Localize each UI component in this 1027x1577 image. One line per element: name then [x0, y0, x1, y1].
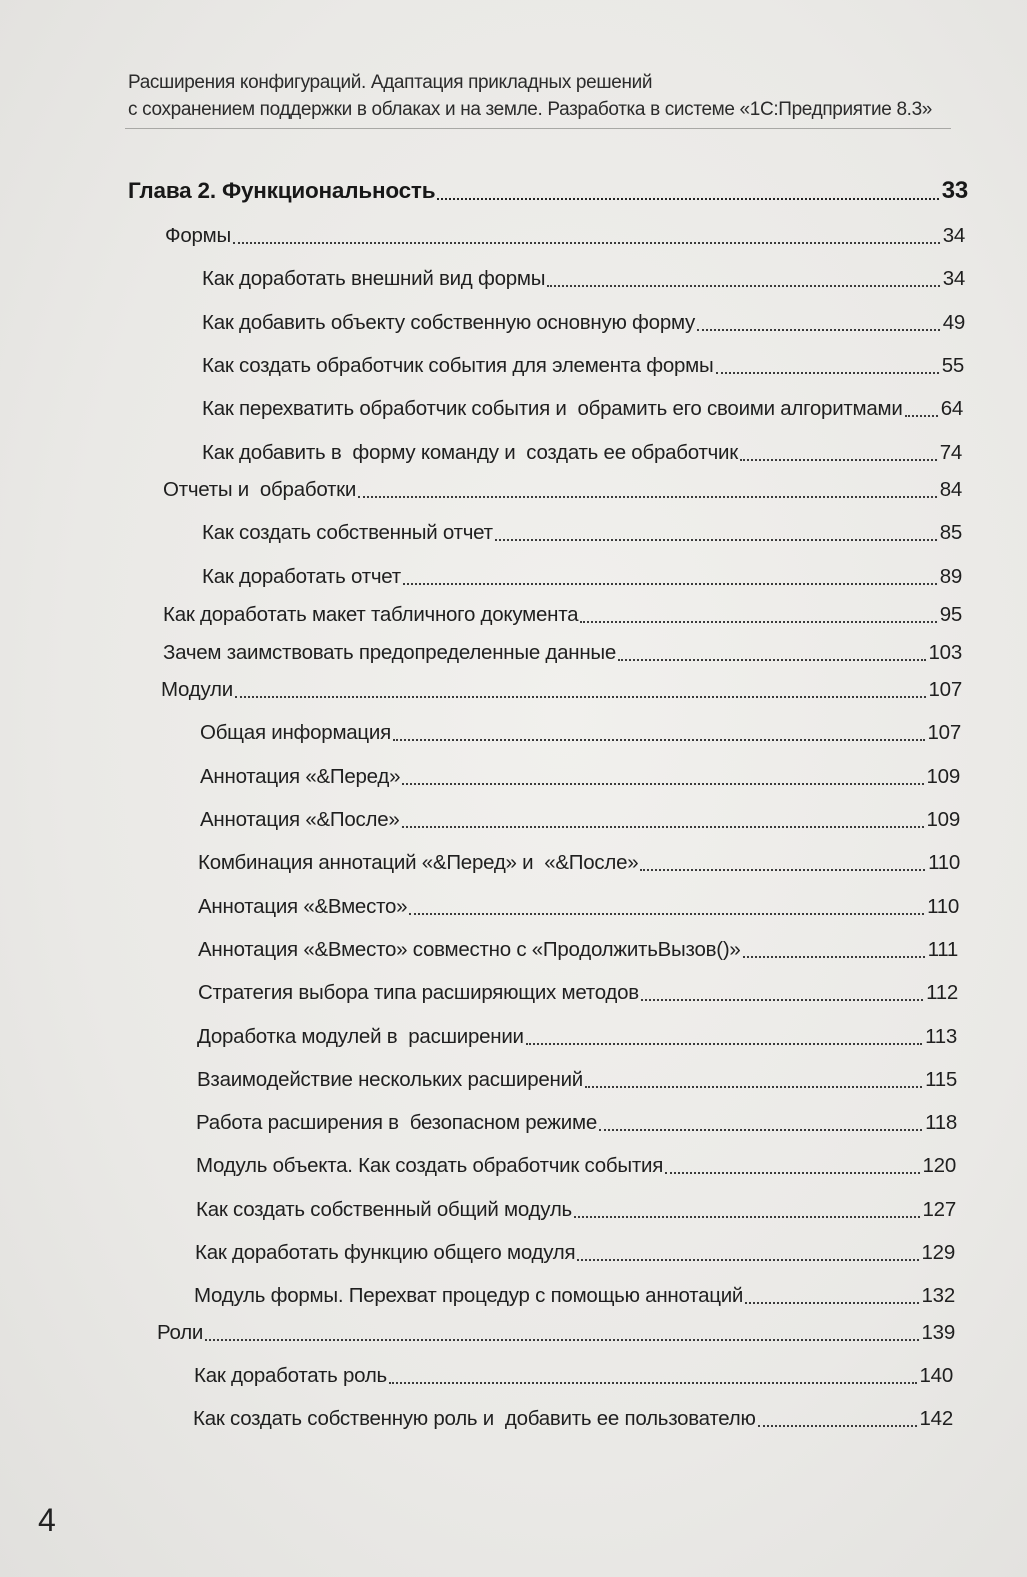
toc-entry-page: 74: [939, 441, 962, 464]
toc-entry-page: 115: [925, 1068, 957, 1091]
toc-entry-page: 64: [940, 397, 963, 420]
dot-leader: [402, 825, 924, 828]
toc-entry: [197, 1065, 957, 1095]
toc-entry-title: Как создать собственный общий модуль: [196, 1198, 572, 1221]
dot-leader: [547, 284, 939, 287]
toc-entry-title: Как доработать отчет: [202, 565, 401, 588]
dot-leader: [205, 1338, 918, 1341]
toc-entry-page: 109: [926, 808, 960, 831]
toc-entry: [200, 718, 961, 748]
dot-leader: [697, 328, 940, 331]
toc-entry: [198, 978, 958, 1008]
toc-entry-page: 34: [942, 267, 965, 290]
toc-entry-page: 142: [919, 1407, 953, 1430]
toc-entry: [193, 1404, 953, 1434]
toc-entry-page: 34: [942, 224, 965, 247]
toc-entry-title: Как добавить в форму команду и создать ее обработчик: [202, 441, 738, 464]
dot-leader: [577, 1258, 918, 1261]
toc-entry: [195, 1238, 955, 1268]
toc-section: [163, 600, 962, 630]
dot-leader: [745, 1301, 918, 1304]
toc-entry-page: 132: [921, 1284, 955, 1307]
toc-entry: [200, 762, 960, 792]
toc-entry: [200, 805, 960, 835]
dot-leader: [599, 1128, 922, 1131]
toc-entry-page: 118: [925, 1111, 957, 1134]
toc-entry-page: 103: [928, 641, 962, 664]
dot-leader: [393, 738, 925, 741]
toc-entry: [202, 438, 962, 468]
toc-entry-page: 89: [939, 565, 962, 588]
toc-entry-page: 110: [927, 895, 959, 918]
toc-entry-title: Как доработать роль: [194, 1364, 387, 1387]
toc-entry-title: Роли: [157, 1321, 204, 1344]
toc-entry-title: Общая информация: [200, 721, 391, 744]
toc-entry-page: 95: [939, 603, 962, 626]
toc-entry-page: 110: [928, 851, 960, 874]
dot-leader: [574, 1215, 920, 1218]
toc-entry-title: Как доработать внешний вид формы: [202, 267, 546, 290]
dot-leader: [437, 197, 938, 200]
toc-entry: [198, 848, 960, 878]
running-header-line-2: с сохранением поддержки в облаках и на земле. Разработка в системе «1С:Предприятие 8.3»: [128, 99, 933, 120]
dot-leader: [740, 458, 937, 461]
dot-leader: [526, 1042, 922, 1045]
toc-entry-title: Формы: [165, 224, 231, 247]
dot-leader: [640, 868, 925, 871]
toc-entry-title: Доработка модулей в расширении: [197, 1025, 524, 1048]
dot-leader: [358, 495, 937, 498]
toc-entry-title: Аннотация «&После»: [200, 808, 400, 831]
toc-entry-page: 140: [919, 1364, 953, 1387]
chapter-page: 33: [941, 177, 968, 204]
toc-section: [157, 1318, 955, 1348]
chapter-title: Глава 2. Функциональность: [128, 178, 436, 203]
toc-entry: [196, 1108, 957, 1138]
toc-entry-title: Как создать обработчик события для элемента формы: [202, 354, 714, 377]
toc-entry-page: 109: [926, 765, 960, 788]
toc-entry-title: Модули: [161, 678, 233, 701]
toc-entry: [198, 892, 959, 922]
toc-section: [163, 475, 962, 505]
toc-entry-title: Как перехватить обработчик события и обрамить его своими алгоритмами: [202, 397, 903, 420]
toc-entry-title: Аннотация «&Вместо»: [198, 895, 408, 918]
toc-entry-title: Стратегия выбора типа расширяющих методов: [198, 981, 639, 1004]
toc-entry-title: Как доработать макет табличного документа: [163, 603, 579, 626]
dot-leader: [409, 912, 924, 915]
dot-leader: [665, 1171, 919, 1174]
chapter-heading: [128, 174, 968, 208]
toc-entry: [202, 518, 962, 548]
dot-leader: [716, 371, 939, 374]
dot-leader: [905, 414, 938, 417]
toc-entry: [202, 351, 964, 381]
toc-section: [161, 675, 962, 705]
toc-entry: [197, 1022, 957, 1052]
toc-entry-title: Как добавить объекту собственную основную форму: [202, 311, 696, 334]
dot-leader: [618, 658, 925, 661]
toc-entry-title: Отчеты и обработки: [163, 478, 357, 501]
toc-entry: [194, 1281, 955, 1311]
toc-entry-page: 111: [927, 938, 958, 961]
toc-entry-page: 107: [928, 678, 962, 701]
toc-entry-page: 120: [922, 1154, 956, 1177]
dot-leader: [641, 998, 923, 1001]
toc-entry: [202, 308, 965, 338]
toc-entry: [194, 1361, 953, 1391]
toc-entry: [198, 935, 958, 965]
toc-entry-page: 107: [927, 721, 961, 744]
dot-leader: [403, 582, 937, 585]
dot-leader: [402, 782, 923, 785]
toc-entry: [196, 1195, 956, 1225]
toc-entry-title: Взаимодействие нескольких расширений: [197, 1068, 583, 1091]
toc-entry-title: Работа расширения в безопасном режиме: [196, 1111, 597, 1134]
toc-entry: [202, 562, 962, 592]
toc-entry-page: 112: [926, 981, 958, 1004]
page-number: 4: [38, 1502, 56, 1538]
toc-entry: [202, 264, 965, 294]
toc-entry-page: 55: [941, 354, 964, 377]
toc-entry-page: 84: [939, 478, 962, 501]
dot-leader: [389, 1381, 917, 1384]
toc-entry-title: Аннотация «&Вместо» совместно с «ПродолжитьВызов()»: [198, 938, 741, 961]
dot-leader: [743, 955, 925, 958]
dot-leader: [580, 620, 936, 623]
toc-entry: [196, 1151, 956, 1181]
dot-leader: [233, 241, 940, 244]
toc-entry-title: Как создать собственную роль и добавить ее пользователю: [193, 1407, 756, 1430]
toc-section: [165, 221, 965, 251]
toc-entry-title: Аннотация «&Перед»: [200, 765, 401, 788]
toc-entry-title: Как создать собственный отчет: [202, 521, 493, 544]
toc-entry-title: Зачем заимствовать предопределенные данные: [163, 641, 617, 664]
toc-entry-page: 129: [921, 1241, 955, 1264]
toc-entry-page: 85: [939, 521, 962, 544]
toc-entry: [202, 394, 963, 424]
toc-entry-title: Модуль формы. Перехват процедур с помощью аннотаций: [194, 1284, 744, 1307]
toc-entry-title: Модуль объекта. Как создать обработчик события: [196, 1154, 664, 1177]
toc-entry-page: 49: [942, 311, 965, 334]
toc-entry-title: Как доработать функцию общего модуля: [195, 1241, 576, 1264]
toc-entry-page: 113: [925, 1025, 957, 1048]
dot-leader: [585, 1085, 922, 1088]
toc-section: [163, 638, 962, 668]
dot-leader: [495, 538, 937, 541]
toc-entry-title: Комбинация аннотаций «&Перед» и «&После»: [198, 851, 639, 874]
header-rule: [125, 128, 951, 129]
dot-leader: [758, 1424, 917, 1427]
toc-entry-page: 139: [921, 1321, 955, 1344]
dot-leader: [235, 695, 926, 698]
running-header-line-1: Расширения конфигураций. Адаптация прикладных решений: [128, 72, 653, 93]
toc-entry-page: 127: [922, 1198, 956, 1221]
